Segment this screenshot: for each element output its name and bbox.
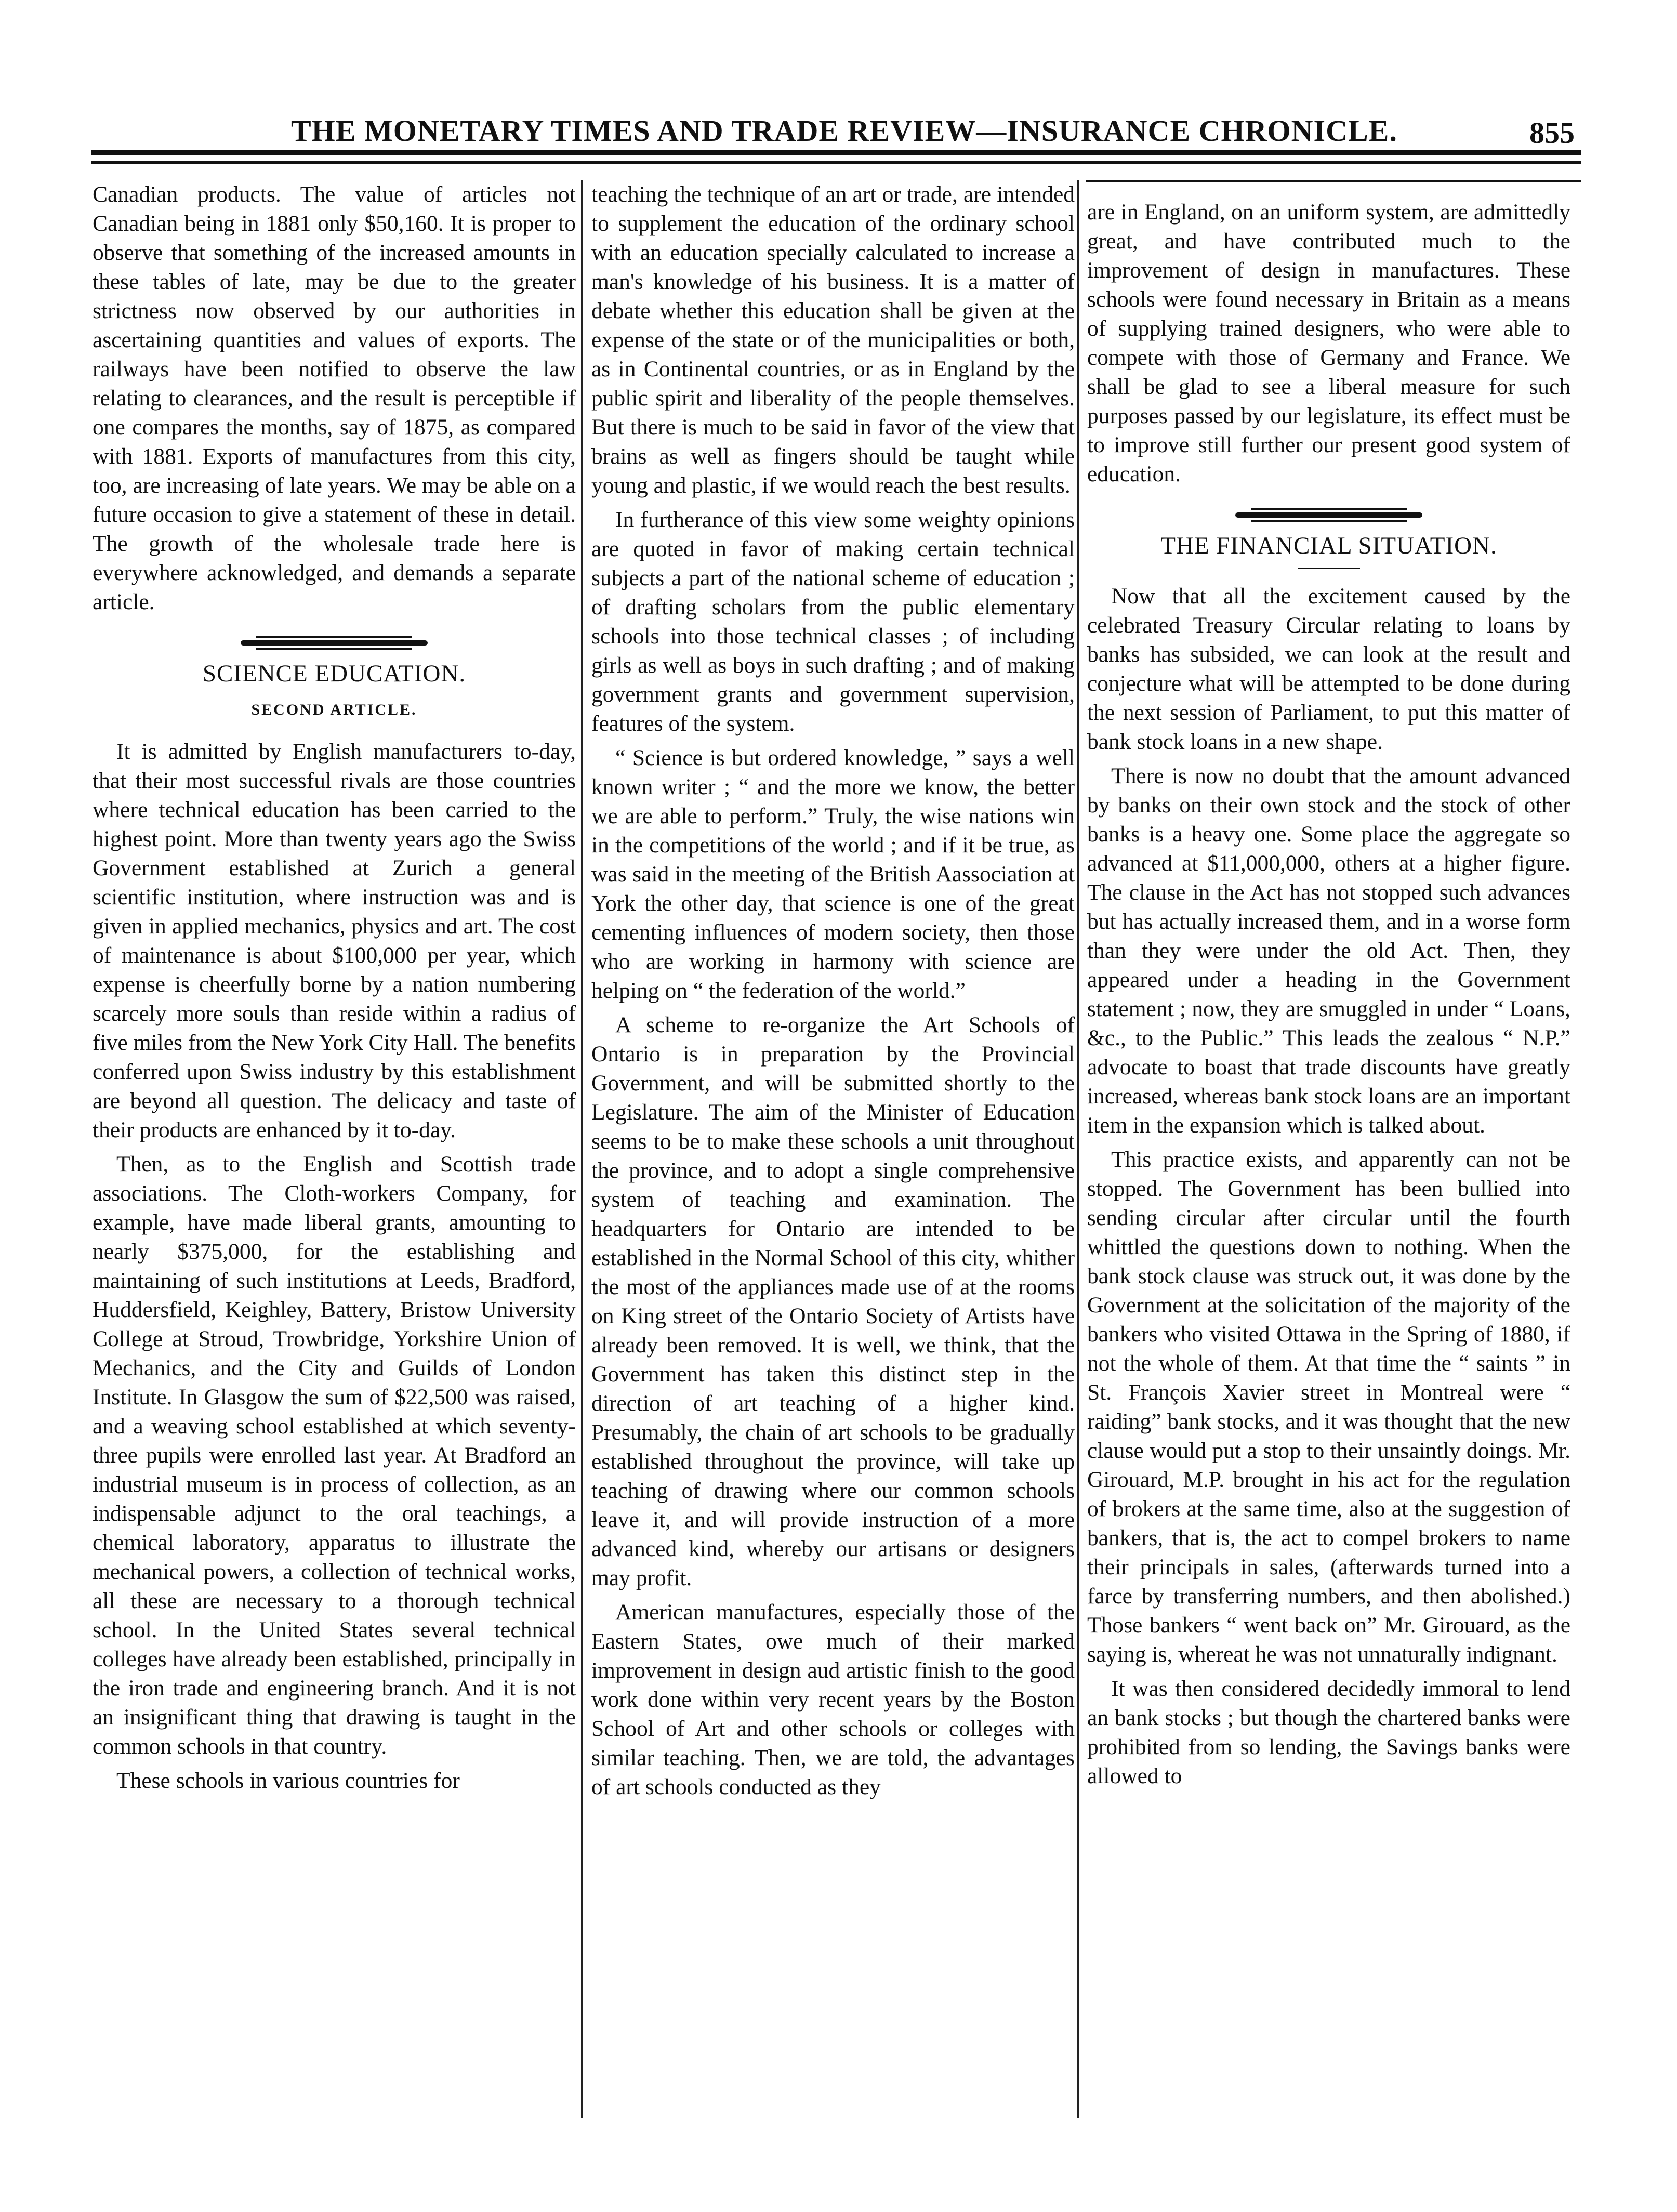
paragraph: American manufactures, especially those of the Eastern States, owe much of their marked improvement in design aud artistic finish to the good work done within very recent years by the Boston School of Art and other schools or colleges with similar teaching. Then, we are told, the advantages of art schools conducted as they (591, 1600, 1075, 1799)
paragraph: These schools in various countries for (116, 1768, 460, 1793)
paragraph: It is admitted by English manufacturers to-day, that their most successful rivals are those countries where technical education has been carried to the highest point. More than twenty years ago the Swiss Government established at Zurich a general scientific institution, where instruction was and is given in applied mechanics, physics and art. The cost of maintenance is about $100,000 per year, which expense is cheerfully borne by a nation numbering scarcely more souls than reside within a radius of five miles from the New York City Hall. The benefits conferred upon Swiss industry by this establishment are beyond all question. The delicacy and taste of their products are enhanced by it to-day. (93, 739, 576, 1142)
page-number: 855 (1529, 116, 1575, 150)
paragraph: In furtherance of this view some weighty opinions are quoted in favor of making certain technical subjects a part of the national scheme of education ; of drafting scholars from the public elementary schools into those technical classes ; of including girls as well as boys in such drafting ; and of making government grants and government supervision, features of the system. (591, 507, 1075, 736)
column-1 (93, 180, 576, 2118)
header-rule (91, 150, 1581, 155)
column-3 (1087, 198, 1570, 2121)
paragraph: It was then considered decidedly immoral to lend an bank stocks ; but though the chartered banks were prohibited from so lending, the Savings banks were allowed to (1087, 1676, 1570, 1788)
paragraph: teaching the technique of an art or trade, are intended to supplement the education of the ordinary school with an education specially calculated to increase a man's knowledge of his business. It is a matter of debate whether this education shall be given at the expense of the state or of the municipalities or both, as in Continental countries, or as in England by the public spirit and liberality of the people themselves. But there is much to be said in favor of the view that brains as well as fingers should be taught while young and plastic, if we would reach the best results. (591, 182, 1075, 498)
paragraph: This practice exists, and apparently can not be stopped. The Government has been bullied into sending circular after circular until the fourth whittled the questions down to nothing. When the bank stock clause was struck out, it was done by the Government at the solicitation of the majority of the bankers who visited Ottawa in the Spring of 1880, if not the whole of them. At that time the “ saints ” in St. François Xavier street in Montreal were “ raiding” bank stocks, and it was thought that the new clause would put a stop to their unsaintly doings. Mr. Girouard, M.P. brought in his act for the regulation of brokers at the same time, also at the suggestion of bankers, that is, the act to compel brokers to name their principals in sales, (afterwards turned into a farce by transferring numbers, and then abolished.) Those bankers “ went back on” Mr. Girouard, as the saying is, whereat he was not unnaturally indignant. (1087, 1147, 1570, 1667)
column-divider (1077, 180, 1079, 2118)
column-top-rule (1086, 180, 1581, 182)
running-head: THE MONETARY TIMES AND TRADE REVIEW—INSURANCE CHRONICLE. (291, 114, 1397, 148)
section-subhead: SECOND ARTICLE. (251, 701, 417, 718)
section-title: SCIENCE EDUCATION. (202, 660, 466, 687)
column-divider (581, 180, 583, 2118)
section-ornament (1235, 506, 1422, 523)
header-rule-thin (91, 161, 1581, 164)
section-ornament (241, 634, 428, 651)
column-2 (591, 180, 1075, 2118)
paragraph: A scheme to re-organize the Art Schools of Ontario is in preparation by the Provincial Government, and will be submitted shortly to the Legislature. The aim of the Minister of Education seems to be to make these schools a unit throughout the province, and to adopt a single comprehensive system of teaching and examination. The headquarters for Ontario are intended to be established in the Normal School of this city, whither the most of the appliances made use of at the rooms on King street of the Ontario Society of Artists have already been removed. It is well, we think, that the Government has taken this distinct step in the direction of art teaching of a higher kind. Presumably, the chain of art schools to be gradually established throughout the province, will take up teaching of drawing where our common schools leave it, and will provide instruction of a more advanced kind, whereby our artisans or designers may profit. (591, 1012, 1075, 1590)
paragraph: Then, as to the English and Scottish trade associations. The Cloth-workers Company, for example, have made liberal grants, amounting to nearly $375,000, for the establishing and maintaining of such institutions at Leeds, Bradford, Huddersfield, Keighley, Battery, Bristow University College at Stroud, Trowbridge, Yorkshire Union of Mechanics, and the City and Guilds of London Institute. In Glasgow the sum of $22,500 was raised, and a weaving school established at which seventy-three pupils were enrolled last year. At Bradford an industrial museum is in process of collection, as an indispensable adjunct to the oral teachings, a chemical laboratory, apparatus to illustrate the mechanical powers, a collection of technical works, all these are necessary to a thorough technical school. In the United States several technical colleges have already been established, principally in the iron trade and engineering branch. And it is not an insignificant thing that drawing is taught in the common schools in that country. (93, 1152, 576, 1759)
paragraph: are in England, on an uniform system, are admittedly great, and have contributed much to the improvement of design in manufactures. These schools were found necessary in Britain as a means of supplying trained designers, who were able to compete with those of Germany and France. We shall be glad to see a liberal measure for such purposes passed by our legislature, its effect must be to improve still further our present good system of education. (1087, 200, 1570, 486)
paragraph: Now that all the excitement caused by the celebrated Treasury Circular relating to loans by banks has subsided, we can look at the result and conjecture what will be attempted to be done during the next session of Parliament, to put this matter of bank stock loans in a new shape. (1087, 584, 1570, 754)
paragraph: There is now no doubt that the amount advanced by banks on their own stock and the stock of other banks is a heavy one. Some place the aggregate so advanced at $11,000,000, others at a higher figure. The clause in the Act has not stopped such advances but has actually increased them, and in a worse form than they were under the old Act. Then, they appeared under a heading in the Government statement ; now, they are smuggled in under “ Loans, &c., to the Public.” This leads the zealous “ N.P.” advocate to boast that trade discounts have greatly increased, whereas bank stock loans are an important item in the expansion which is talked about. (1087, 763, 1570, 1138)
section-title: THE FINANCIAL SITUATION. (1160, 532, 1497, 559)
paragraph: “ Science is but ordered knowledge, ” says a well known writer ; “ and the more we know, the better we are able to perform.” Truly, the wise nations win in the competitions of the world ; and if it be true, as was said in the meeting of the British Aassociation at York the other day, that science is one of the great cementing influences of modern society, then those who are working in harmony with science are helping on “ the federation of the world.” (591, 745, 1075, 1003)
title-rule (1298, 568, 1360, 569)
paragraph: Canadian products. The value of articles not Canadian being in 1881 only $50,160. It is proper to observe that something of the increased amounts in these tables of late, may be due to the greater strictness now observed by our authorities in ascertaining quantities and values of exports. The railways have been notified to observe the law relating to clearances, and the result is perceptible if one compares the months, say of 1875, as compared with 1881. Exports of manufactures from this city, too, are increasing of late years. We may be able on a future occasion to give a statement of these in detail. The growth of the wholesale trade here is everywhere acknowledged, and demands a separate article. (93, 182, 576, 614)
